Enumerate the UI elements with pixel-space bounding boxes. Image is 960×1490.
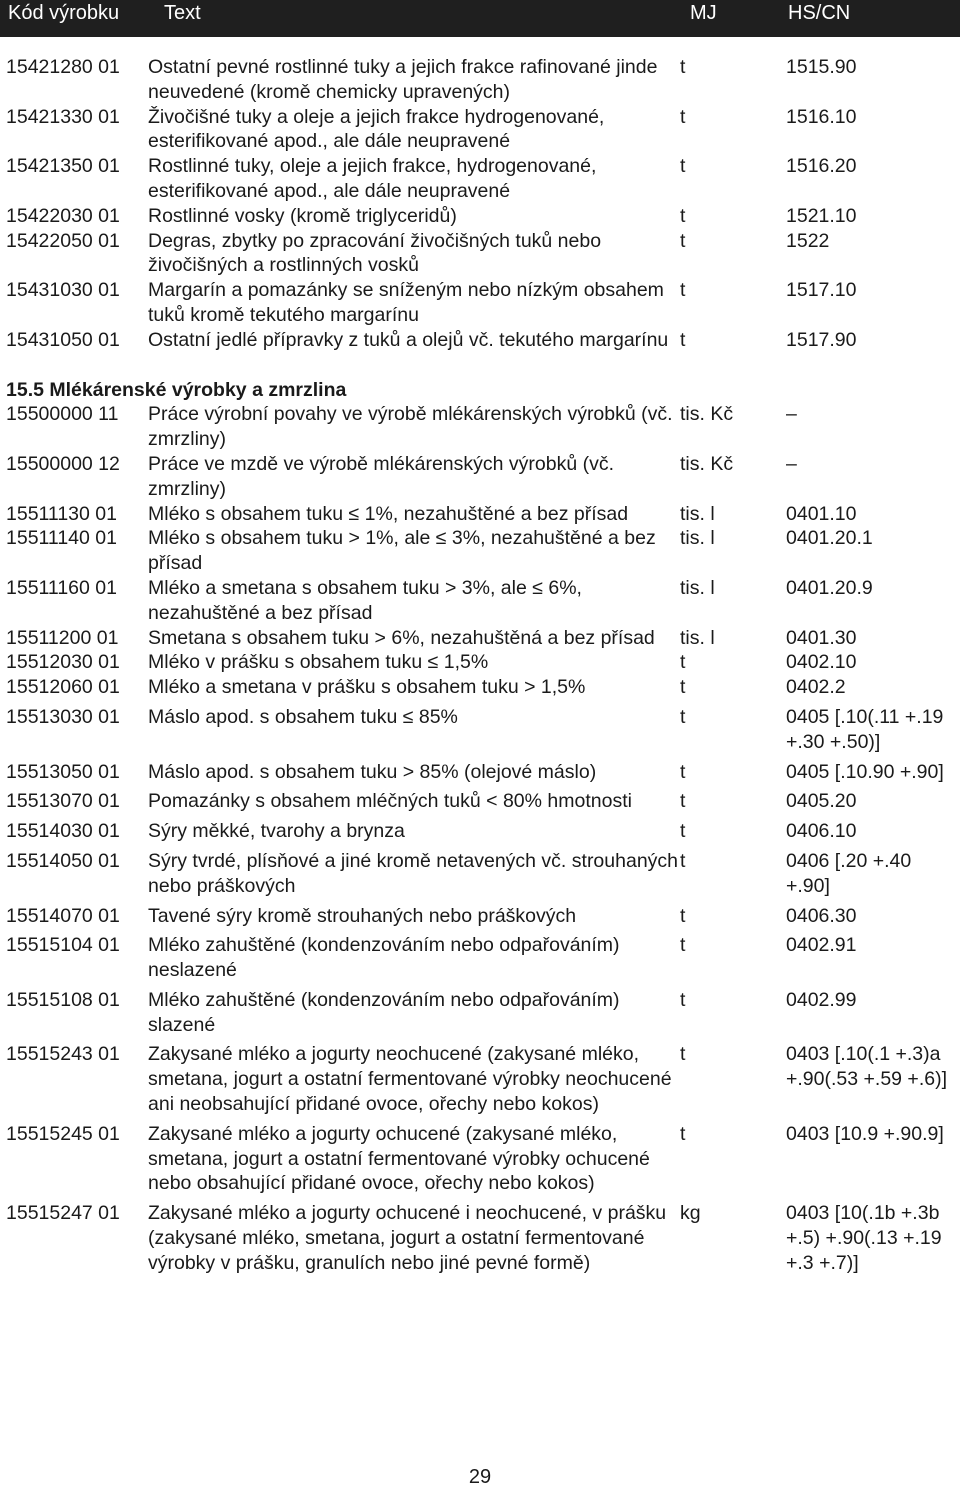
row-unit: t [680, 988, 686, 1011]
row-hs-code: 0402.99 [786, 988, 857, 1011]
row-hs-code: 0406.10 [786, 820, 857, 843]
row-code: 15500000 11 [6, 403, 119, 426]
row-text: Mléko s obsahem tuku ≤ 1%, nezahuštěné a bez přísad [148, 502, 629, 525]
row-code: 15511160 01 [6, 576, 117, 599]
row-code: 15512030 01 [6, 651, 120, 674]
row-unit: t [680, 155, 686, 178]
row-hs-code: 0401.10 [786, 502, 857, 525]
row-unit: tis. Kč [680, 403, 734, 426]
row-unit: t [680, 790, 686, 813]
row-hs-code: 0401.20.1 [786, 527, 873, 550]
row-text: Margarín a pomazánky se sníženým nebo nízkým obsahem tuků kromě tekutého margarínu [148, 279, 664, 326]
row-code: 15511140 01 [6, 527, 117, 550]
row-text: Zakysané mléko a jogurty ochucené i neochucené, v prášku (zakysané mléko, smetana, jogurt a ostatní fermentované výrobky v prášku, granulích nebo jiné pevné formě) [148, 1202, 667, 1274]
row-code: 15515245 01 [6, 1122, 120, 1145]
row-text: Mléko a smetana s obsahem tuku > 3%, ale ≤ 6%, nezahuštěné a bez přísad [148, 576, 582, 624]
header-mj: MJ [690, 2, 717, 24]
row-hs-code: 1516.10 [786, 105, 857, 128]
table-row [6, 933, 956, 983]
row-code: 15515104 01 [6, 934, 120, 957]
row-unit: t [680, 1043, 686, 1066]
row-text: Práce ve mzdě ve výrobě mlékárenských výrobků (vč. zmrzliny) [148, 452, 615, 500]
row-hs-code: 0405 [.10(.11 +.19 +.30 +.50)] [786, 705, 944, 753]
row-text: Živočišné tuky a oleje a jejich frakce hydrogenované, esterifikované apod., ale dále neupravené [148, 105, 605, 153]
row-unit: t [680, 820, 686, 843]
row-text: Mléko zahuštěné (kondenzováním nebo odpařováním) neslazené [148, 934, 620, 982]
row-text: Pomazánky s obsahem mléčných tuků < 80% hmotnosti [148, 790, 632, 813]
table-group-fats [6, 55, 956, 353]
row-code: 15514030 01 [6, 820, 120, 843]
table-row [6, 55, 956, 105]
row-hs-code: 0403 [.10(.1 +.3)a +.90(.53 +.59 +.6)] [786, 1043, 947, 1091]
row-code: 15515243 01 [6, 1043, 120, 1066]
table-row [6, 626, 956, 651]
section-title: 15.5 Mlékárenské výrobky a zmrzlina [6, 378, 347, 401]
row-unit: t [680, 56, 686, 78]
row-unit: kg [680, 1202, 701, 1225]
row-hs-code: 0402.2 [786, 676, 846, 699]
row-text: Mléko zahuštěné (kondenzováním nebo odpařováním) slazené [148, 988, 620, 1036]
table-row [6, 402, 956, 452]
row-text: Ostatní jedlé přípravky z tuků a olejů vč. tekutého margarínu [148, 328, 669, 351]
table-row [6, 1042, 956, 1116]
table-row [6, 819, 956, 844]
row-text: Máslo apod. s obsahem tuku > 85% (olejové máslo) [148, 760, 597, 783]
row-hs-code: 0406.30 [786, 904, 857, 927]
row-text: Sýry tvrdé, plísňové a jiné kromě netavených vč. strouhaných nebo práškových [148, 849, 679, 897]
row-code: 15513050 01 [6, 760, 120, 783]
row-code: 15431030 01 [6, 279, 120, 302]
table-row [6, 105, 956, 155]
row-hs-code: 1517.10 [786, 279, 857, 302]
row-hs-code: 1515.90 [786, 56, 857, 78]
row-code: 15431050 01 [6, 328, 120, 351]
row-code: 15512060 01 [6, 676, 120, 699]
table-row [6, 789, 956, 814]
row-code: 15500000 12 [6, 452, 120, 475]
row-text: Tavené sýry kromě strouhaných nebo práškových [148, 904, 577, 927]
row-unit: tis. l [680, 527, 715, 550]
row-unit: t [680, 279, 686, 302]
table-row [6, 760, 956, 785]
table-row [6, 1122, 956, 1196]
table-row [6, 988, 956, 1038]
table-row [6, 1201, 956, 1275]
row-text: Mléko v prášku s obsahem tuku ≤ 1,5% [148, 651, 489, 674]
document-body [6, 55, 956, 1276]
row-unit: t [680, 229, 686, 252]
row-unit: tis. l [680, 576, 715, 599]
table-row [6, 278, 956, 328]
row-text: Mléko s obsahem tuku > 1%, ale ≤ 3%, nezahuštěné a bez přísad [148, 527, 656, 575]
row-unit: t [680, 849, 686, 872]
table-row [6, 452, 956, 502]
row-unit: t [680, 328, 686, 351]
header-code: Kód výrobku [8, 2, 120, 24]
row-code: 15511130 01 [6, 502, 117, 525]
table-row [6, 328, 956, 353]
row-text: Práce výrobní povahy ve výrobě mlékárenských výrobků (vč. zmrzliny) [148, 403, 673, 451]
row-text: Smetana s obsahem tuku > 6%, nezahuštěná a bez přísad [148, 626, 655, 649]
row-unit: t [680, 934, 686, 957]
table-row [6, 675, 956, 700]
row-hs-code: 0403 [10(.1b +.3b +.5) +.90(.13 +.19 +.3 +.7)] [786, 1202, 942, 1274]
row-code: 15515108 01 [6, 988, 120, 1011]
row-code: 15514050 01 [6, 849, 120, 872]
row-text: Sýry měkké, tvarohy a brynza [148, 820, 405, 843]
row-unit: t [680, 105, 686, 128]
table-row [6, 904, 956, 929]
row-hs-code: 0401.30 [786, 626, 857, 649]
table-row [6, 229, 956, 279]
row-code: 15421280 01 [6, 56, 120, 78]
row-code: 15513070 01 [6, 790, 120, 813]
row-unit: tis. l [680, 502, 715, 525]
table-row [6, 576, 956, 626]
row-hs-code: 0401.20.9 [786, 576, 873, 599]
row-text: Ostatní pevné rostlinné tuky a jejich frakce rafinované jinde neuvedené (kromě chemicky upravených) [148, 56, 658, 103]
row-unit: t [680, 760, 686, 783]
row-hs-code: 1521.10 [786, 204, 857, 227]
row-code: 15511200 01 [6, 626, 119, 649]
row-unit: tis. Kč [680, 452, 734, 475]
row-unit: t [680, 705, 686, 728]
row-unit: t [680, 1122, 686, 1145]
table-row [6, 526, 956, 576]
table-group-dairy [6, 402, 956, 1275]
table-row [6, 705, 956, 755]
row-hs-code: 0406 [.20 +.40 +.90] [786, 849, 912, 897]
row-text: Máslo apod. s obsahem tuku ≤ 85% [148, 705, 458, 728]
row-text: Zakysané mléko a jogurty neochucené (zakysané mléko, smetana, jogurt a ostatní fermentované výrobky neochucené ani neobsahující přidané ovoce, ořechy nebo kokos) [148, 1043, 672, 1116]
table-row [6, 650, 956, 675]
row-text: Rostlinné tuky, oleje a jejich frakce, hydrogenované, esterifikované apod., ale dále neupravené [148, 155, 597, 202]
row-text: Mléko a smetana v prášku s obsahem tuku > 1,5% [148, 676, 586, 699]
row-code: 15515247 01 [6, 1202, 120, 1225]
row-text: Rostlinné vosky (kromě triglyceridů) [148, 204, 457, 227]
row-text: Zakysané mléko a jogurty ochucené (zakysané mléko, smetana, jogurt a ostatní fermentované výrobky ochucené nebo obsahující přidané ovoce, ořechy nebo kokos) [148, 1122, 650, 1195]
row-hs-code: 0402.91 [786, 934, 857, 957]
table-header [0, 0, 960, 32]
row-unit: t [680, 204, 686, 227]
page-number: 29 [468, 1466, 492, 1488]
row-code: 15421330 01 [6, 105, 120, 128]
row-unit: t [680, 904, 686, 927]
row-hs-code: 1516.20 [786, 155, 857, 178]
table-row [6, 204, 956, 229]
row-hs-code: – [786, 452, 797, 475]
header-text: Text [164, 2, 201, 24]
row-text: Degras, zbytky po zpracování živočišných tuků nebo živočišných a rostlinných vosků [148, 229, 602, 277]
row-hs-code: 0402.10 [786, 651, 857, 674]
row-unit: t [680, 676, 686, 699]
table-row [6, 849, 956, 899]
row-hs-code: 0403 [10.9 +.90.9] [786, 1122, 944, 1145]
row-hs-code: 0405 [.10.90 +.90] [786, 760, 944, 783]
row-hs-code: – [786, 403, 797, 426]
header-separator [0, 32, 960, 37]
row-unit: tis. l [680, 626, 715, 649]
table-row [6, 154, 956, 204]
row-code: 15513030 01 [6, 705, 120, 728]
table-row [6, 502, 956, 527]
header-hs: HS/CN [788, 2, 851, 24]
row-hs-code: 0405.20 [786, 790, 857, 813]
row-code: 15422030 01 [6, 204, 120, 227]
row-code: 15422050 01 [6, 229, 120, 252]
row-hs-code: 1522 [786, 229, 830, 252]
row-code: 15421350 01 [6, 155, 120, 178]
row-unit: t [680, 651, 686, 674]
row-code: 15514070 01 [6, 904, 120, 927]
row-hs-code: 1517.90 [786, 328, 857, 351]
